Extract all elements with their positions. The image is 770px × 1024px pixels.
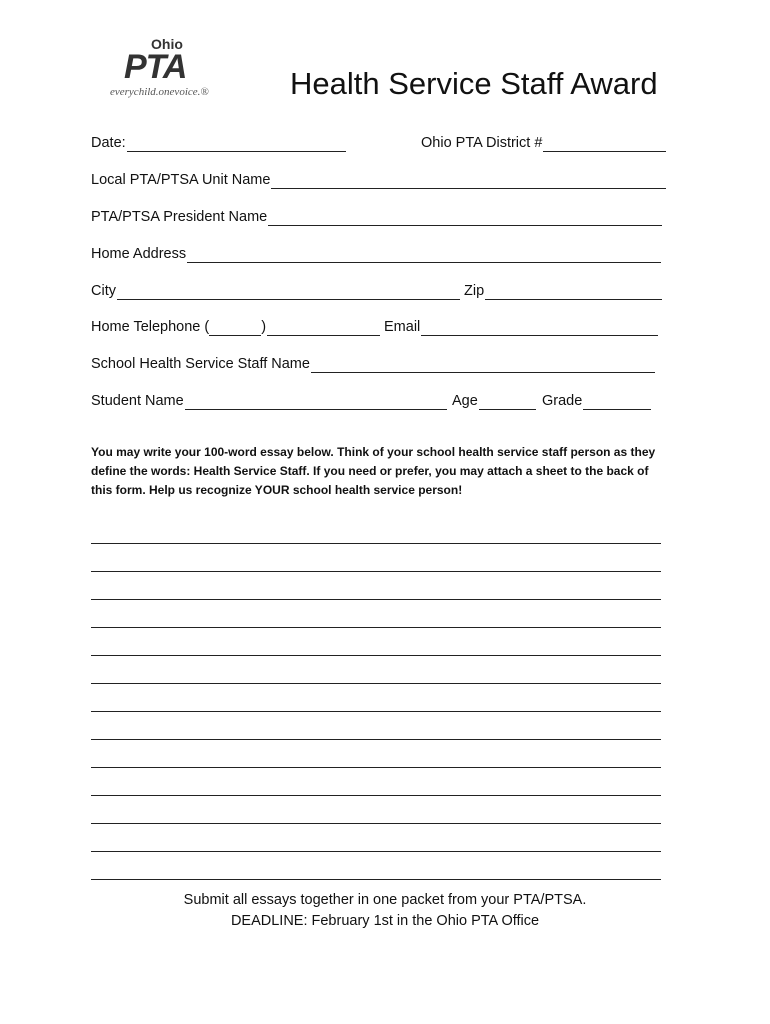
grade-blank[interactable] <box>583 393 651 410</box>
area-code-blank[interactable] <box>209 320 261 336</box>
staff-name-row <box>91 351 666 373</box>
date-district-row <box>91 130 666 152</box>
district-field[interactable] <box>421 130 666 152</box>
date-field[interactable] <box>91 130 346 152</box>
staff-name-blank[interactable] <box>311 356 655 373</box>
essay-line[interactable] <box>91 767 661 768</box>
essay-line[interactable] <box>91 879 661 880</box>
city-blank[interactable] <box>117 283 460 300</box>
logo-tagline: everychild.onevoice.® <box>110 86 209 98</box>
zip-blank[interactable] <box>485 283 662 300</box>
telephone-number-blank[interactable] <box>267 319 380 336</box>
grade-label: Grade <box>542 393 583 409</box>
staff-name-field[interactable] <box>91 351 655 373</box>
president-name-row <box>91 204 666 226</box>
footer-submit-note: Submit all essays together in one packet from your PTA/PTSA. <box>183 892 587 908</box>
essay-line[interactable] <box>91 823 661 824</box>
logo-pta-text: PTA <box>124 48 187 86</box>
essay-line[interactable] <box>91 655 661 656</box>
essay-line[interactable] <box>91 543 661 544</box>
student-name-blank[interactable] <box>185 393 447 410</box>
city-label: City <box>91 283 116 299</box>
essay-line[interactable] <box>91 683 661 684</box>
zip-field[interactable] <box>464 278 662 300</box>
email-label: Email <box>384 319 421 335</box>
page-title: Health Service Staff Award <box>290 66 658 101</box>
age-blank[interactable] <box>479 393 536 410</box>
date-label: Date: <box>91 135 126 151</box>
home-address-field[interactable] <box>91 241 661 263</box>
student-row <box>91 388 666 410</box>
footer-deadline: DEADLINE: February 1st in the Ohio PTA Office <box>230 913 540 929</box>
home-address-row <box>91 241 666 263</box>
unit-name-label: Local PTA/PTSA Unit Name <box>91 172 271 188</box>
essay-line[interactable] <box>91 795 661 796</box>
essay-line[interactable] <box>91 571 661 572</box>
essay-line[interactable] <box>91 711 661 712</box>
unit-name-field[interactable] <box>91 167 666 189</box>
essay-line[interactable] <box>91 851 661 852</box>
home-address-label: Home Address <box>91 246 187 262</box>
president-name-field[interactable] <box>91 204 662 226</box>
email-field[interactable] <box>384 314 658 336</box>
unit-name-row <box>91 167 666 189</box>
unit-name-blank[interactable] <box>271 172 666 189</box>
city-field[interactable] <box>91 278 460 300</box>
student-name-label: Student Name <box>91 393 184 409</box>
age-label: Age <box>452 393 478 409</box>
telephone-field[interactable] <box>91 314 380 336</box>
ohio-pta-logo <box>108 36 230 102</box>
email-blank[interactable] <box>421 319 658 336</box>
president-name-label: PTA/PTSA President Name <box>91 209 268 225</box>
telephone-close-paren: ) <box>261 319 267 335</box>
district-label: Ohio PTA District # <box>421 135 543 151</box>
home-address-blank[interactable] <box>187 246 661 263</box>
student-name-field[interactable] <box>91 388 447 410</box>
essay-line[interactable] <box>91 627 661 628</box>
logo-ohio-text: Ohio <box>151 36 183 52</box>
zip-label: Zip <box>464 283 485 299</box>
essay-line[interactable] <box>91 739 661 740</box>
telephone-label: Home Telephone ( <box>91 319 210 335</box>
date-blank[interactable] <box>127 135 346 152</box>
city-zip-row <box>91 278 666 300</box>
president-name-blank[interactable] <box>268 209 662 226</box>
staff-name-label: School Health Service Staff Name <box>91 356 310 372</box>
essay-line[interactable] <box>91 599 661 600</box>
district-blank[interactable] <box>543 135 666 152</box>
telephone-email-row <box>91 314 666 336</box>
essay-instructions: You may write your 100-word essay below. Think of your school health service staff person as they define the words: Health Service Staff. If you need or prefer, you may attach a sheet to the back of this form. Help us recognize YOUR school health service person! <box>91 445 656 497</box>
grade-field[interactable] <box>542 388 651 410</box>
age-field[interactable] <box>452 388 536 410</box>
